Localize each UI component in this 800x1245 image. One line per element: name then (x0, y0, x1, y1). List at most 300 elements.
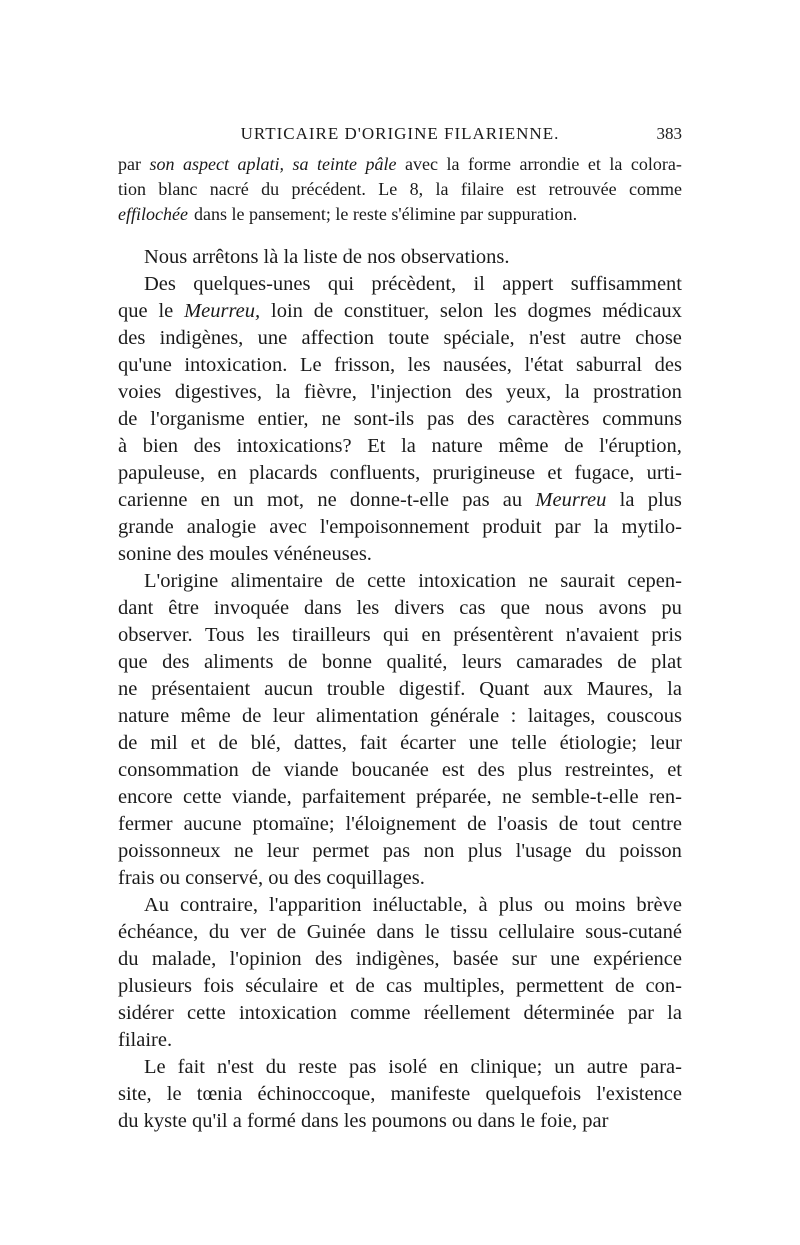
word: boucanée (351, 759, 429, 781)
word: viande, (231, 786, 292, 808)
word: cette (367, 570, 406, 592)
word: plat (651, 651, 682, 673)
word: frisson, (334, 354, 396, 376)
word: permet (312, 840, 370, 862)
word: de (558, 813, 579, 835)
word: médicaux (602, 300, 682, 322)
word: constituer, (343, 300, 430, 322)
text-line (118, 352, 682, 379)
word: des (118, 327, 146, 349)
word: l'existence (596, 1083, 682, 1105)
word: plus (517, 759, 552, 781)
word: des (193, 435, 221, 457)
word: la (619, 489, 635, 511)
word: plusieurs (118, 975, 193, 997)
page-number: 383 (656, 124, 682, 143)
word: malade, (151, 948, 217, 970)
word: digestives, (174, 381, 262, 403)
word: de (313, 300, 334, 322)
word: est (441, 759, 465, 781)
word: observer. (118, 624, 193, 646)
word: leur (272, 705, 305, 727)
text-line (118, 595, 682, 622)
word: aucun (264, 678, 314, 700)
word: ne (528, 570, 548, 592)
word: échinoccoque, (257, 1083, 376, 1105)
word: la (609, 154, 623, 174)
word: telle (511, 732, 547, 754)
word: déterminée (523, 1002, 615, 1024)
word: caractères (507, 408, 590, 430)
word: consommation (118, 759, 239, 781)
text-line (118, 1108, 682, 1135)
word: séculaire (245, 975, 319, 997)
word: multiples, (423, 975, 505, 997)
word: étiologie; (559, 732, 638, 754)
word: yeux, (506, 381, 552, 403)
word: et (329, 975, 345, 997)
word: poissonneux (118, 840, 221, 862)
text-line (118, 622, 682, 649)
word: indigènes, (159, 327, 244, 349)
word: pris (651, 624, 682, 646)
word: leur (650, 732, 682, 754)
word: sous-cutané (585, 921, 682, 943)
word: selon (439, 300, 484, 322)
text-line (118, 568, 682, 595)
text-run: sonine des moules vénéneuses. (118, 543, 372, 565)
word: grande (118, 516, 174, 538)
word: con- (645, 975, 682, 997)
word: chose (635, 327, 682, 349)
word: les (494, 300, 517, 322)
word: colora- (630, 154, 682, 174)
word: ptomaïne; (252, 813, 335, 835)
word: trouble (326, 678, 385, 700)
word: comme (628, 179, 682, 199)
word: cette (187, 1002, 226, 1024)
word: la (275, 381, 291, 403)
paragraph (118, 568, 682, 892)
word: de (118, 408, 138, 430)
word: site, (118, 1083, 152, 1105)
text-line (118, 325, 682, 352)
word: cas (459, 597, 486, 619)
word: para- (639, 1056, 682, 1078)
word: intoxication (238, 1002, 337, 1024)
word: Quant (479, 678, 530, 700)
text-line (118, 946, 682, 973)
word: en (217, 462, 237, 484)
word: confluents, (329, 462, 421, 484)
word: bien (142, 435, 179, 457)
word: clinique; (470, 1056, 543, 1078)
word: de (467, 813, 487, 835)
text-line (118, 1054, 682, 1081)
word: du (261, 179, 280, 199)
word: l'usage (515, 840, 572, 862)
word: fermer (118, 813, 173, 835)
word: nature (431, 435, 483, 457)
word: divers (394, 597, 445, 619)
word: et (190, 732, 206, 754)
word: plus (647, 489, 682, 511)
text-line (118, 703, 682, 730)
word: le (166, 1083, 182, 1105)
word: : (510, 705, 517, 727)
word: fièvre, (303, 381, 357, 403)
text-line (118, 838, 682, 865)
word: n'avaient (565, 624, 639, 646)
word: mot, (267, 489, 305, 511)
word: et (667, 759, 682, 781)
word: non (423, 840, 455, 862)
word: aliments (203, 651, 274, 673)
word: cellulaire (498, 921, 575, 943)
word: plus (467, 840, 503, 862)
word: la (667, 1002, 682, 1024)
word: dans (376, 921, 415, 943)
word: autre (579, 327, 621, 349)
word: mytilo- (621, 516, 682, 538)
word: placards (249, 462, 318, 484)
word: encore (118, 786, 173, 808)
word: reste (298, 1056, 337, 1078)
paragraph (118, 892, 682, 1054)
word: la (446, 154, 460, 174)
word: de (287, 651, 308, 673)
word: appert (502, 273, 554, 295)
word: semble-t-elle (531, 786, 639, 808)
word: ne (321, 408, 341, 430)
text-line (118, 514, 682, 541)
word: isolé (388, 1056, 428, 1078)
word: filaire (460, 179, 504, 199)
word: tirailleurs (292, 624, 371, 646)
word: de (242, 705, 262, 727)
text-line (118, 1000, 682, 1027)
word: alimentaire (230, 570, 323, 592)
word: l'apparition (269, 894, 362, 916)
word: leurs (461, 651, 502, 673)
word: parfaitement (302, 786, 406, 808)
word: n'est (217, 1056, 254, 1078)
text-line (118, 649, 682, 676)
text-line (118, 730, 682, 757)
word: basée (452, 948, 499, 970)
word: affection (301, 327, 374, 349)
word: de (355, 975, 375, 997)
word: quelquefois (485, 1083, 582, 1105)
text-line (118, 433, 682, 460)
text-line (118, 1027, 682, 1054)
text-line (118, 892, 682, 919)
word: fois (203, 975, 235, 997)
italic-word: aplati, (237, 154, 284, 174)
word: tœnia (196, 1083, 243, 1105)
word: leur (266, 840, 299, 862)
text-run: filaire. (118, 1029, 173, 1051)
text-line (118, 379, 682, 406)
word: en (200, 489, 221, 511)
word: alimentation (316, 705, 419, 727)
word: le (158, 300, 174, 322)
word: tout (589, 813, 621, 835)
paragraph (118, 1054, 682, 1135)
word: manifeste (390, 1083, 471, 1105)
word: comme (350, 1002, 411, 1024)
word: il (473, 273, 485, 295)
text-line (118, 244, 682, 271)
word: contraire, (180, 894, 259, 916)
text-line (118, 1081, 682, 1108)
word: camarades (516, 651, 603, 673)
word: aucune (183, 813, 242, 835)
word: de (218, 732, 238, 754)
text-line (118, 202, 682, 227)
word: Le (299, 354, 322, 376)
word: un (233, 489, 254, 511)
word: dogmes (527, 300, 592, 322)
text-line (118, 406, 682, 433)
word: en (421, 624, 441, 646)
word: laitages, (527, 705, 596, 727)
word: invoquée (213, 597, 290, 619)
word: le (424, 921, 440, 943)
word: prurigineuse (432, 462, 536, 484)
word: nous (544, 597, 584, 619)
word: n'est (528, 327, 566, 349)
word: générale (429, 705, 500, 727)
word: sidérer (118, 1002, 174, 1024)
word: viande (283, 759, 339, 781)
word: arrondie (519, 154, 580, 174)
word: présentèrent (453, 624, 554, 646)
word: et (587, 154, 601, 174)
text-line (118, 919, 682, 946)
word: pas (426, 408, 455, 430)
word: être (168, 597, 199, 619)
word: sur (511, 948, 537, 970)
text-line (118, 784, 682, 811)
word: qu'une (118, 354, 172, 376)
word: inéluctable, (372, 894, 468, 916)
word: quelques-unes (193, 273, 311, 295)
text-line (118, 865, 682, 892)
word: sont-ils (353, 408, 415, 430)
word: pas (382, 840, 411, 862)
word: la (564, 381, 580, 403)
word: au (502, 489, 523, 511)
word: l'éloignement (345, 813, 457, 835)
word: expérience (593, 948, 682, 970)
italic-word: sa (292, 154, 309, 174)
word: des (477, 759, 505, 781)
word: Guinée (306, 921, 366, 943)
word: ver (239, 921, 267, 943)
word: analogie (186, 516, 257, 538)
word: en (439, 1056, 459, 1078)
word: les (356, 597, 380, 619)
word: nacré (209, 179, 249, 199)
word: et (547, 462, 563, 484)
word: dans (304, 597, 342, 619)
word: blé, (250, 732, 281, 754)
word: par (627, 1002, 654, 1024)
word: de (118, 732, 138, 754)
word: dant (118, 597, 154, 619)
word: par (118, 154, 141, 174)
word: écarter (400, 732, 456, 754)
word: moins (575, 894, 626, 916)
word: qui (327, 273, 355, 295)
word: saurait (560, 570, 615, 592)
word: prostration (593, 381, 682, 403)
word: ne (501, 786, 522, 808)
word: permettent (516, 975, 604, 997)
word: l'organisme (150, 408, 245, 430)
word: intoxications? (236, 435, 352, 457)
text-line (118, 487, 682, 514)
word: aux (543, 678, 573, 700)
word: de (617, 651, 637, 673)
word: intoxication (418, 570, 517, 592)
word: les (407, 354, 431, 376)
word: précèdent, (371, 273, 457, 295)
word: poisson (619, 840, 682, 862)
word: entier, (257, 408, 309, 430)
text-run: Nous arrêtons là la liste de nos observations. (144, 246, 510, 268)
word: l'oasis (497, 813, 548, 835)
word: Au (144, 894, 170, 916)
word: du (585, 840, 606, 862)
text-line (118, 177, 682, 202)
word: la (593, 516, 609, 538)
text-run: dans le pansement; le reste s'élimine par suppuration. (193, 204, 578, 224)
text-line (118, 541, 682, 568)
word: pas (349, 1056, 377, 1078)
word: tissu (450, 921, 488, 943)
word: cas (385, 975, 413, 997)
word: est (516, 179, 537, 199)
word: spéciale, (443, 327, 515, 349)
word: la (401, 435, 416, 457)
word: brève (636, 894, 682, 916)
italic-word: pâle (365, 154, 397, 174)
word: présentaient (151, 678, 251, 700)
word: du (118, 948, 139, 970)
word: pu (661, 597, 682, 619)
word: Le (378, 179, 398, 199)
word: nature (118, 705, 170, 727)
word: donne-t-elle (349, 489, 449, 511)
word: une (257, 327, 288, 349)
paragraph (118, 244, 682, 271)
word: loin (271, 300, 303, 322)
running-title: URTICAIRE D'ORIGINE FILARIENNE. (240, 124, 560, 143)
word: à (478, 894, 488, 916)
word: de (335, 570, 355, 592)
word: réellement (423, 1002, 511, 1024)
word: l'éruption, (599, 435, 682, 457)
word: urti- (646, 462, 682, 484)
word: par (554, 516, 581, 538)
word: ne (234, 840, 254, 862)
word: du (208, 921, 230, 943)
word: dattes, (293, 732, 347, 754)
word: communs (602, 408, 682, 430)
text-line (118, 811, 682, 838)
word: suffisamment (570, 273, 682, 295)
word: l'opinion (229, 948, 302, 970)
word: que (118, 300, 148, 322)
word: voies (118, 381, 162, 403)
text-line (118, 757, 682, 784)
word: ne (118, 678, 138, 700)
word: avec (405, 154, 438, 174)
word: de (251, 759, 271, 781)
word: tion (118, 179, 147, 199)
word: indigènes, (355, 948, 440, 970)
word: couscous (606, 705, 682, 727)
word: fait (177, 1056, 205, 1078)
word: précédent. (291, 179, 366, 199)
word: blanc (158, 179, 198, 199)
word: pas (462, 489, 490, 511)
word: à (118, 435, 128, 457)
word: cepen- (627, 570, 682, 592)
word: digestif. (398, 678, 466, 700)
italic-word: son (149, 154, 175, 174)
italic-word: teinte (317, 154, 357, 174)
word: qui (382, 624, 410, 646)
word: papuleuse, (118, 462, 206, 484)
italic-word: aspect (183, 154, 229, 174)
word: l'injection (370, 381, 452, 403)
word: avec (269, 516, 307, 538)
word: avons (598, 597, 647, 619)
word: 8, (409, 179, 424, 199)
word: les (256, 624, 280, 646)
word: Tous (204, 624, 245, 646)
word: même (180, 705, 231, 727)
text-line (118, 152, 682, 177)
word: ou (543, 894, 565, 916)
word: ne (317, 489, 337, 511)
word: préparée, (415, 786, 492, 808)
text-line (118, 271, 682, 298)
word: des (467, 408, 495, 430)
word: restreintes, (564, 759, 655, 781)
word: un (554, 1056, 575, 1078)
word: mil (150, 732, 178, 754)
word: saburral (576, 354, 643, 376)
word: retrouvée (548, 179, 617, 199)
word: une (468, 732, 499, 754)
body-text (118, 152, 682, 1135)
word: nausées, (443, 354, 512, 376)
word: même (498, 435, 549, 457)
paragraph-gap (118, 227, 682, 244)
word: fugace, (574, 462, 635, 484)
word: toute (388, 327, 430, 349)
word: qualité, (386, 651, 448, 673)
italic-run: effilochée (118, 204, 188, 224)
word: Maures, (586, 678, 654, 700)
word: de (276, 921, 297, 943)
word: carienne (118, 489, 188, 511)
paragraph (118, 271, 682, 568)
